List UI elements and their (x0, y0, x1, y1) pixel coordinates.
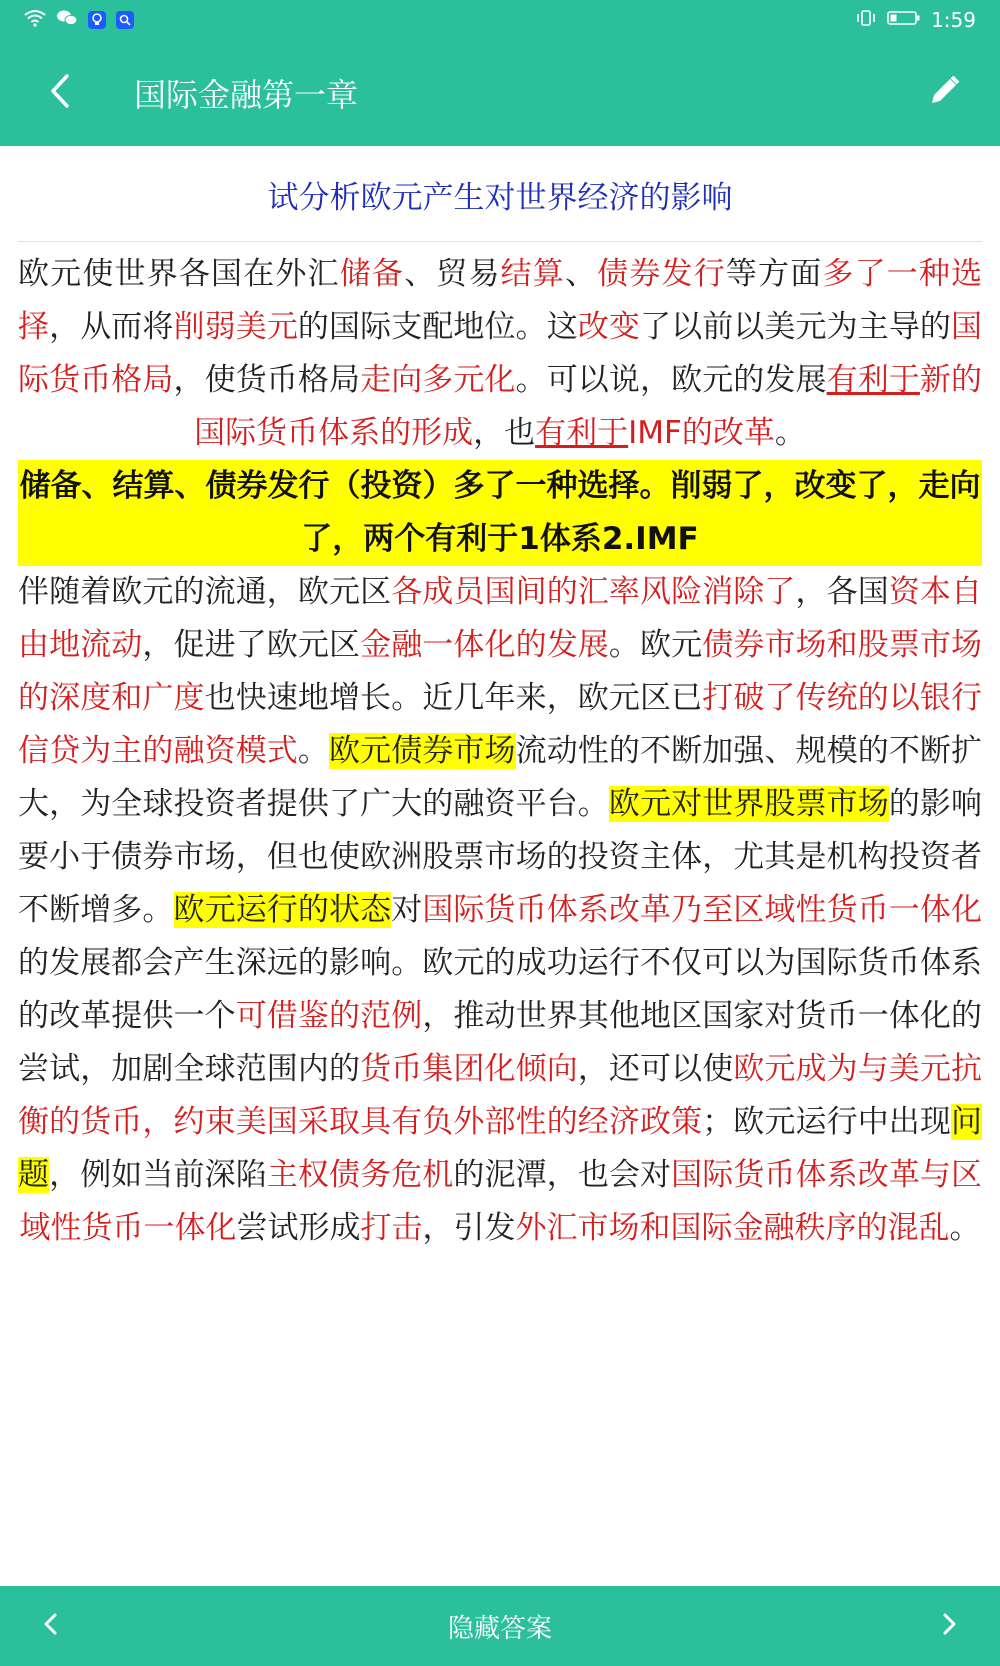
text-segment: 也快速地增长。近几年来，欧元区已 (204, 680, 703, 716)
vibrate-icon (855, 8, 877, 32)
text-segment: 伴随着欧元的流通，欧元区 (18, 574, 392, 610)
divider (18, 241, 982, 242)
next-button[interactable] (928, 1604, 972, 1648)
text-segment: 的影响要小于债券市场，但也使欧洲股票市场的投资主体，尤其是机构投资者不断增多。 (18, 786, 983, 928)
text-segment: 。 (774, 415, 806, 451)
text-segment: 的泥潭，也会对 (453, 1157, 672, 1193)
text-segment: 打破了传统的以银行信贷为主的融资模式 (18, 680, 983, 769)
text-segment: 削弱美元 (173, 309, 298, 345)
text-segment: 债券发行 (597, 256, 726, 292)
question-title: 试分析欧元产生对世界经济的影响 (267, 179, 733, 216)
text-segment: 多了一种选择 (18, 256, 983, 345)
back-button[interactable] (30, 63, 90, 123)
search-badge-icon (116, 11, 134, 29)
text-segment: 的国际支配地位。这 (297, 309, 578, 345)
back-icon (48, 73, 72, 113)
text-segment: 国际货币格局 (18, 309, 983, 398)
prev-chevron-icon (42, 1612, 58, 1640)
status-bar-left (24, 8, 134, 32)
text-segment: 、 (564, 256, 598, 292)
text-segment: 、贸易 (404, 256, 501, 292)
bottom-bar (0, 1586, 1000, 1666)
text-segment: 欧元对世界股票市场 (608, 786, 889, 822)
status-bar (0, 0, 1000, 40)
text-segment: 国际货币体系改革乃至区域性货币一体化 (422, 892, 983, 928)
text-segment: 欧元运行的状态 (173, 892, 392, 928)
bulb-badge-icon (88, 11, 106, 29)
text-segment: 。欧元 (608, 627, 703, 663)
text-segment: ，从而将 (49, 309, 174, 345)
text-segment: 流动性的不断加强、规模的不断扩大，为全球投资者提供了广大的融资平台。 (18, 733, 983, 822)
status-time: 1:59 (931, 8, 976, 32)
text-segment: 。 (949, 1210, 981, 1246)
text-segment: ；欧元运行中出现 (702, 1104, 952, 1140)
text-segment: 对 (391, 892, 423, 928)
text-segment: ，使货币格局 (173, 362, 361, 398)
text-segment: 资本自由地流动 (18, 574, 983, 663)
text-segment: 走向多元化 (360, 362, 516, 398)
answer-content (18, 248, 982, 1255)
hide-answer-button[interactable]: 隐藏答案 (447, 1613, 552, 1644)
text-segment: 欧元成为与美元抗衡的货币，约束美国采取具有负外部性的经济政策 (18, 1051, 983, 1140)
text-segment: 国际货币体系改革与区域性货币一体化 (19, 1157, 983, 1246)
text-segment: 金融一体化的发展 (360, 627, 609, 663)
text-segment: 储备 (339, 256, 405, 292)
prev-button[interactable] (28, 1604, 72, 1648)
text-segment: 的发展都会产生深远的影响。欧元的成功运行不仅可以为国际货币体系的改革提供一个 (18, 945, 982, 1034)
text-segment: 欧元使世界各国在外汇 (18, 256, 340, 292)
wifi-icon (24, 8, 46, 32)
text-segment: 有利于 (826, 362, 920, 398)
battery-icon (887, 8, 921, 32)
text-segment: 。可以说，欧元的发展 (515, 362, 827, 398)
answer-summary: 储备、结算、债券发行（投资）多了一种选择。削弱了，改变了，走向了，两个有利于1体系2.IMF (18, 460, 982, 566)
text-segment: 尝试形成 (236, 1210, 361, 1246)
text-segment: 债券市场和股票市场的深度和广度 (18, 627, 983, 716)
page-title: 国际金融第一章 (134, 76, 359, 114)
text-segment: 等方面 (725, 256, 823, 292)
text-segment: 欧元债券市场 (329, 733, 516, 769)
text-segment: 可借鉴的范例 (235, 998, 423, 1034)
wechat-icon (56, 8, 78, 32)
edit-button[interactable] (914, 63, 974, 123)
edit-pencil-icon (926, 73, 962, 113)
text-segment: IMF的改革 (628, 415, 775, 451)
text-segment: ，也 (473, 415, 536, 451)
text-segment: 新的国际货币体系的形成 (194, 362, 983, 451)
text-segment: 结算 (500, 256, 565, 292)
text-segment: 问题 (18, 1104, 983, 1193)
text-segment: ，例如当前深陷 (49, 1157, 267, 1193)
text-segment: 货币集团化倾向 (360, 1051, 578, 1087)
status-bar-right (855, 8, 976, 32)
answer-paragraph-2 (18, 566, 982, 1255)
text-segment: ，各国 (795, 574, 889, 610)
answer-paragraph-1 (18, 248, 982, 460)
text-segment: ，推动世界其他地区国家对货币一体化的尝试，加剧全球范围内的 (18, 998, 983, 1087)
next-chevron-icon (942, 1612, 958, 1640)
text-segment: ，引发 (422, 1210, 516, 1246)
text-segment: 了以前以美元为主导的 (640, 309, 952, 345)
text-segment: 打击 (360, 1210, 423, 1246)
text-segment: ，促进了欧元区 (142, 627, 361, 663)
text-segment: 有利于 (535, 415, 629, 451)
text-segment: 外汇市场和国际金融秩序的混乱 (515, 1210, 950, 1246)
text-segment: 改变 (577, 309, 641, 345)
text-segment: ，还可以使 (577, 1051, 734, 1087)
text-segment: 各成员国间的汇率风险消除了 (391, 574, 796, 610)
app-bar (0, 40, 1000, 146)
text-segment: 主权债务危机 (266, 1157, 454, 1193)
text-segment: 。 (297, 733, 330, 769)
